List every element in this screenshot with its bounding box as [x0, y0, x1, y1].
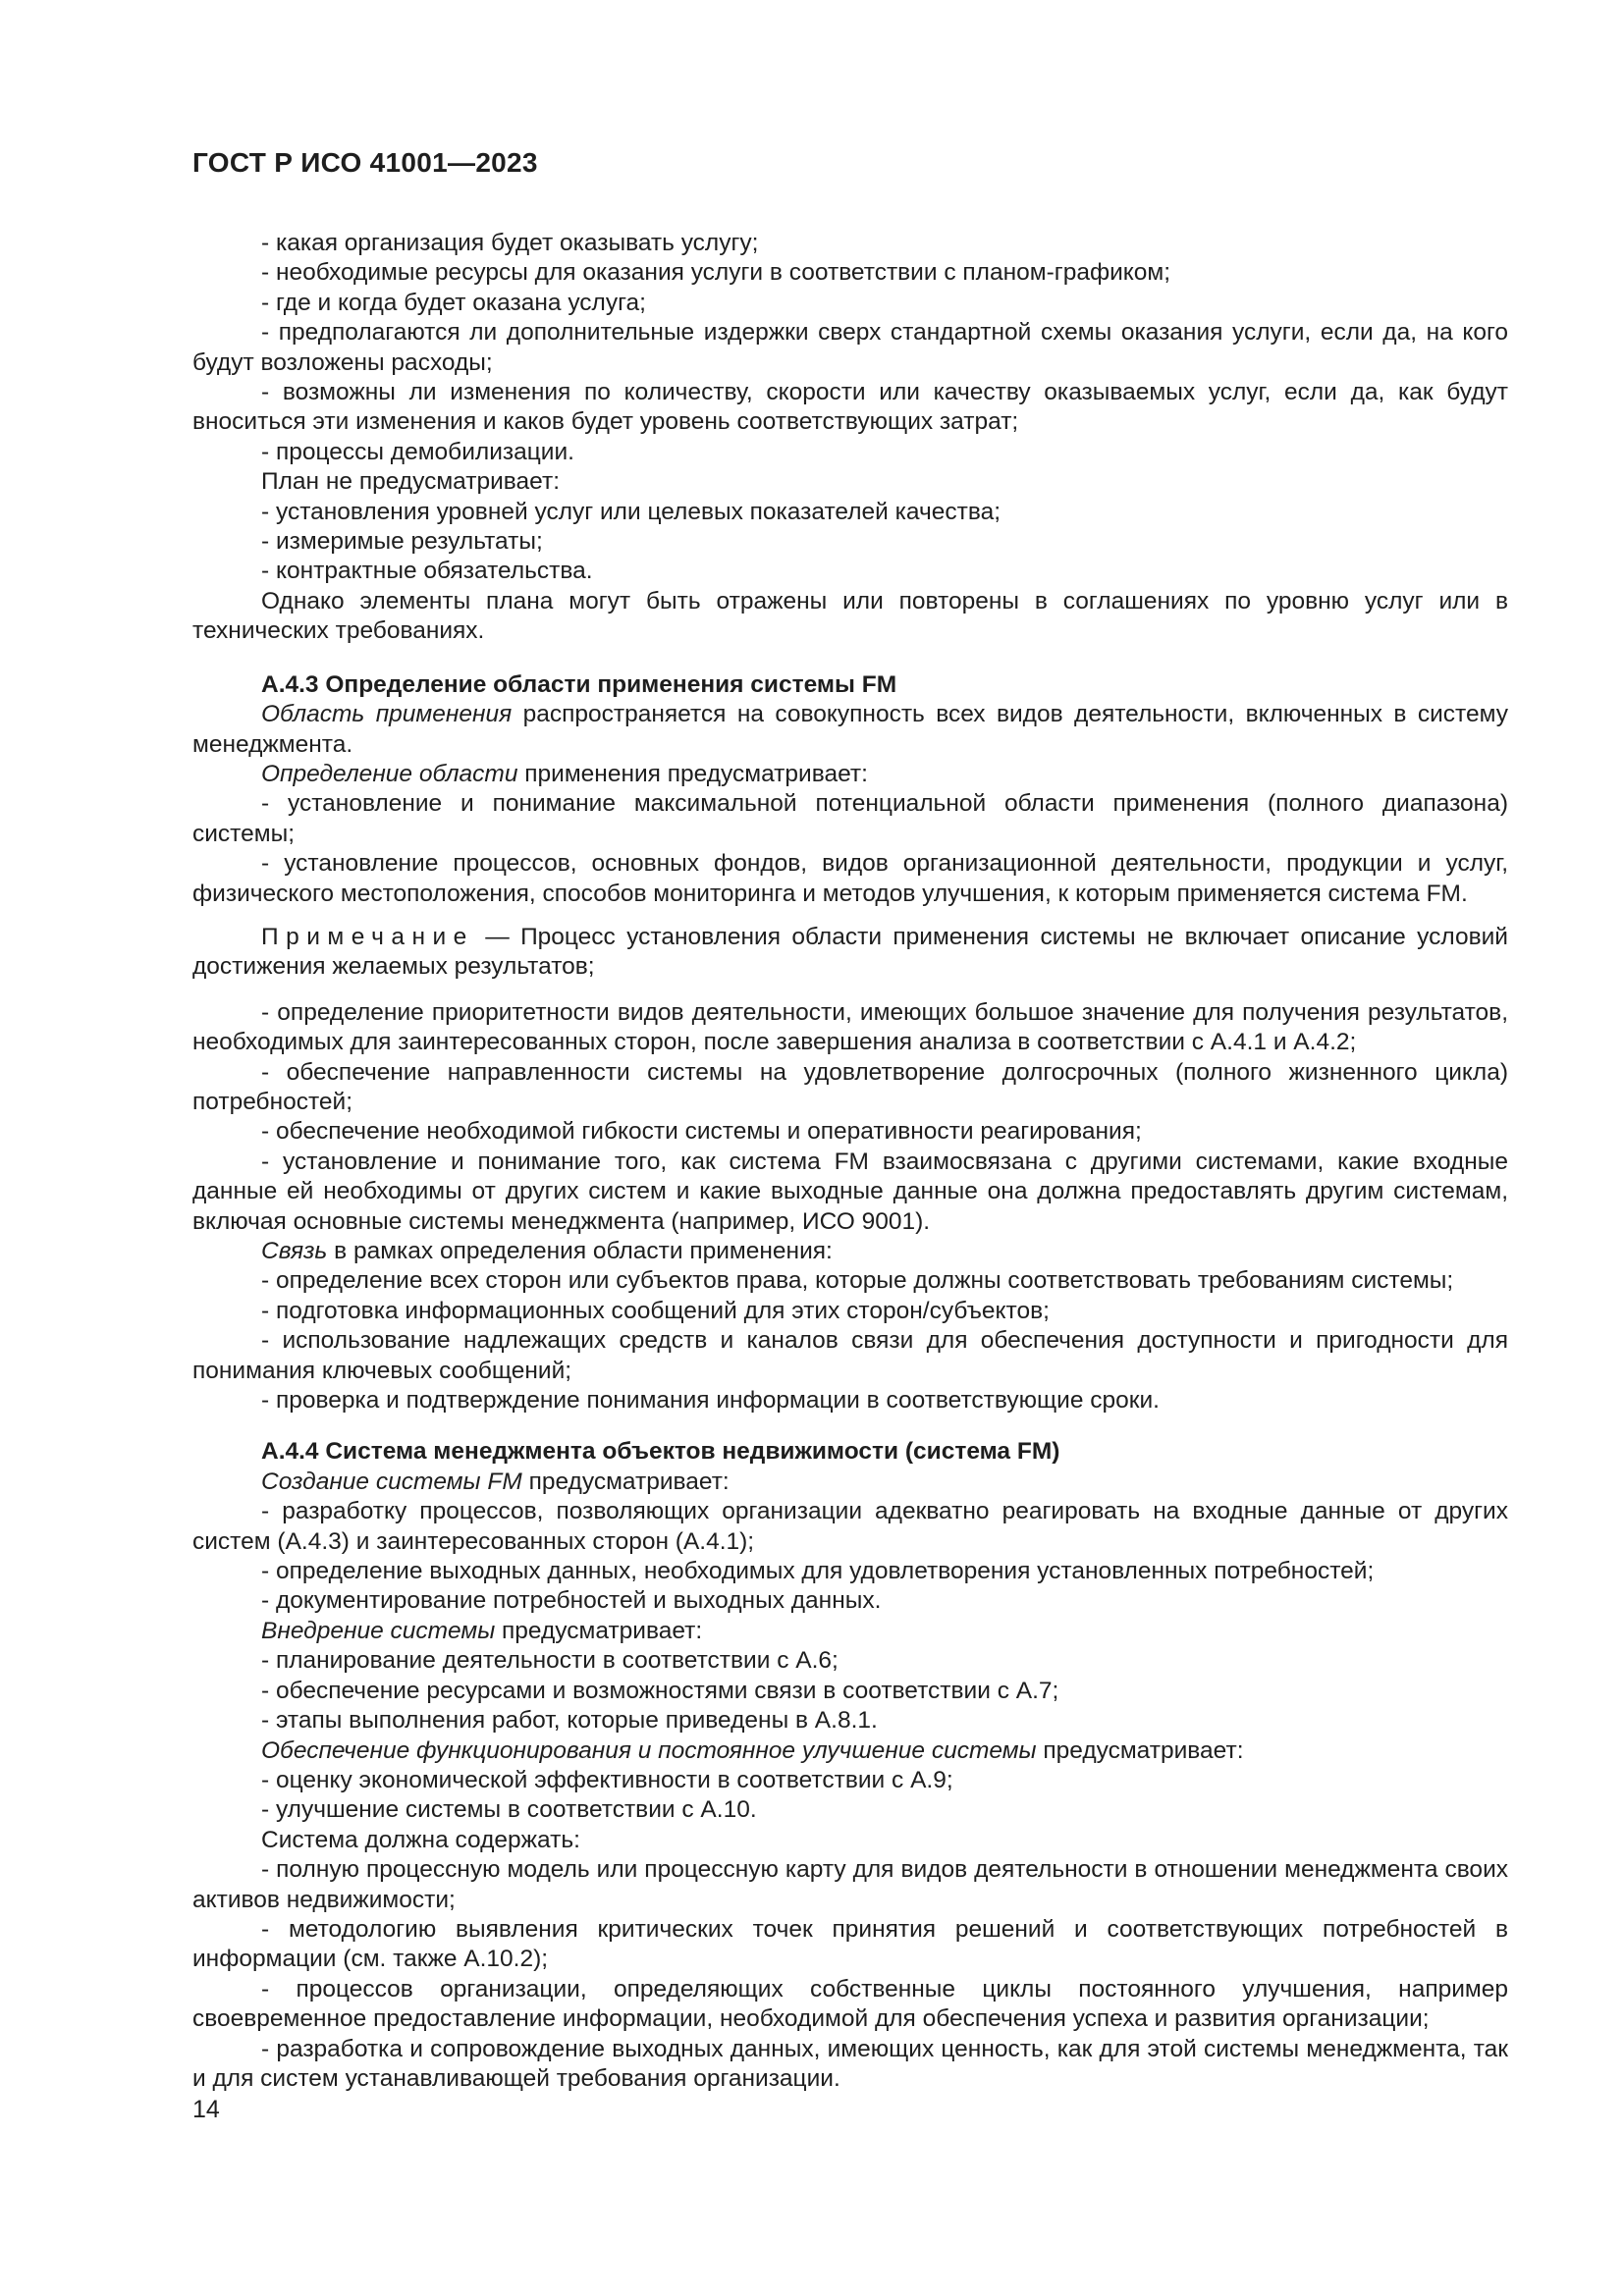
paragraph: [192, 1237, 1508, 1266]
list-item: - процессы демобилизации.: [261, 438, 574, 465]
list-item: - установление и понимание того, как система FM взаимосвязана с другими системами, какие входные данные ей необходимы от других систем и какие выходные данные она должна предоставлять другим системам, включая основные системы менеджмента (например, ИСО 9001).: [192, 1148, 1508, 1235]
list-item: - установления уровней услуг или целевых показателей качества;: [261, 498, 1001, 525]
note: [192, 923, 1508, 983]
paragraph: [192, 1736, 1508, 1766]
paragraph-text: предусматривает:: [521, 1468, 730, 1495]
list-item: - оценку экономической эффективности в соответствии с А.9;: [261, 1766, 953, 1793]
list-item: - разработку процессов, позволяющих организации адекватно реагировать на входные данные от других систем (А.4.3) и заинтересованных сторон (А.4.1);: [192, 1498, 1508, 1555]
paragraph-text: применения предусматривает:: [517, 760, 868, 787]
list-item: - процессов организации, определяющих собственные циклы постоянного улучшения, например своевременное предоставление информации, необходимой для обеспечения успеха и развития организации;: [192, 1975, 1508, 2033]
list-item: - определение всех сторон или субъектов права, которые должны соответствовать требованиям системы;: [261, 1267, 1454, 1295]
list-item: - улучшение системы в соответствии с А.10.: [261, 1796, 757, 1824]
list-item: - где и когда будет оказана услуга;: [261, 289, 646, 316]
list-item: - какая организация будет оказывать услугу;: [261, 230, 759, 256]
list-item: - разработка и сопровождение выходных данных, имеющих ценность, как для этой системы менеджмента, так и для систем устанавливающей требования организации.: [192, 2035, 1508, 2092]
list-item: - установление и понимание максимальной потенциальной области применения (полного диапазона) системы;: [192, 790, 1508, 847]
list-item: - необходимые ресурсы для оказания услуги в соответствии с планом-графиком;: [261, 259, 1171, 287]
paragraph-text: предусматривает:: [1036, 1736, 1244, 1764]
list-item: - проверка и подтверждение понимания информации в соответствующие сроки.: [261, 1387, 1160, 1415]
list-item: - планирование деятельности в соответствии с А.6;: [261, 1647, 839, 1675]
list-item: - обеспечение ресурсами и возможностями связи в соответствии с А.7;: [261, 1677, 1059, 1704]
list-item: - полную процессную модель или процессную карту для видов деятельности в отношении менеджмента своих активов недвижимости;: [192, 1856, 1508, 1913]
document-header: ГОСТ Р ИСО 41001—2023: [192, 147, 538, 178]
list-item: - измеримые результаты;: [261, 528, 543, 556]
paragraph-text: предусматривает:: [495, 1617, 703, 1644]
list-item: - установление процессов, основных фондов, видов организационной деятельности, продукции и услуг, физического местоположения, способов мониторинга и методов улучшения, к которым применяется система FM.: [192, 850, 1508, 907]
list-item: - методологию выявления критических точек принятия решений и соответствующих потребностей в информации (см. также А.10.2);: [192, 1915, 1508, 1973]
list-item: - подготовка информационных сообщений для этих сторон/субъектов;: [261, 1297, 1050, 1324]
italic-term: Определение области: [261, 760, 518, 787]
section-title-a44: А.4.4 Система менеджмента объектов недвижимости (система FM): [261, 1438, 1060, 1466]
section-title-a43: А.4.3 Определение области применения системы FM: [261, 670, 897, 698]
italic-term: Внедрение системы: [261, 1617, 496, 1644]
list-item: - документирование потребностей и выходных данных.: [261, 1587, 882, 1615]
plan-exclusions-lead: План не предусматривает:: [261, 468, 561, 496]
paragraph: [192, 700, 1508, 760]
paragraph-text: распространяется на совокупность всех видов деятельности, включенных в систему менеджмента.: [192, 701, 1508, 758]
page-body: [192, 229, 1508, 2094]
list-item: - определение приоритетности видов деятельности, имеющих большое значение для получения результатов, необходимых для заинтересованных сторон, после завершения анализа в соответствии с А.4.1 и А.4.2;: [192, 998, 1508, 1056]
paragraph: [192, 1468, 1508, 1497]
plan-closing-paragraph: Однако элементы плана могут быть отражены или повторены в соглашениях по уровню услуг или в технических требованиях.: [192, 587, 1508, 645]
note-label: Примечание: [261, 923, 474, 950]
list-item: - использование надлежащих средств и каналов связи для обеспечения доступности и пригодности для понимания ключевых сообщений;: [192, 1327, 1508, 1384]
italic-term: Обеспечение функционирования и постоянное улучшение системы: [261, 1736, 1037, 1764]
italic-term: Связь: [261, 1238, 328, 1264]
list-item: - обеспечение направленности системы на удовлетворение долгосрочных (полного жизненного цикла) потребностей;: [192, 1058, 1508, 1115]
list-item: - контрактные обязательства.: [261, 558, 593, 585]
italic-term: Создание системы FM: [261, 1468, 522, 1495]
intro-list: [192, 229, 1508, 467]
italic-term: Область применения: [261, 701, 513, 728]
paragraph: [192, 760, 1508, 789]
list-item: - этапы выполнения работ, которые приведены в А.8.1.: [261, 1707, 878, 1735]
note-text: — Процесс установления области применения системы не включает описание условий достижения желаемых результатов;: [192, 923, 1508, 981]
list-item: - возможны ли изменения по количеству, скорости или качеству оказываемых услуг, если да, как будут вноситься эти изменения и каков будет уровень соответствующих затрат;: [192, 379, 1508, 436]
paragraph: [192, 1617, 1508, 1646]
paragraph-text: в рамках определения области применения:: [327, 1238, 833, 1264]
list-item: - предполагаются ли дополнительные издержки сверх стандартной схемы оказания услуги, если да, на кого будут возложены расходы;: [192, 319, 1508, 376]
paragraph: Система должна содержать:: [261, 1826, 580, 1853]
page-number: 14: [192, 2096, 220, 2123]
list-item: - определение выходных данных, необходимых для удовлетворения установленных потребностей;: [261, 1558, 1375, 1585]
list-item: - обеспечение необходимой гибкости системы и оперативности реагирования;: [261, 1118, 1142, 1146]
